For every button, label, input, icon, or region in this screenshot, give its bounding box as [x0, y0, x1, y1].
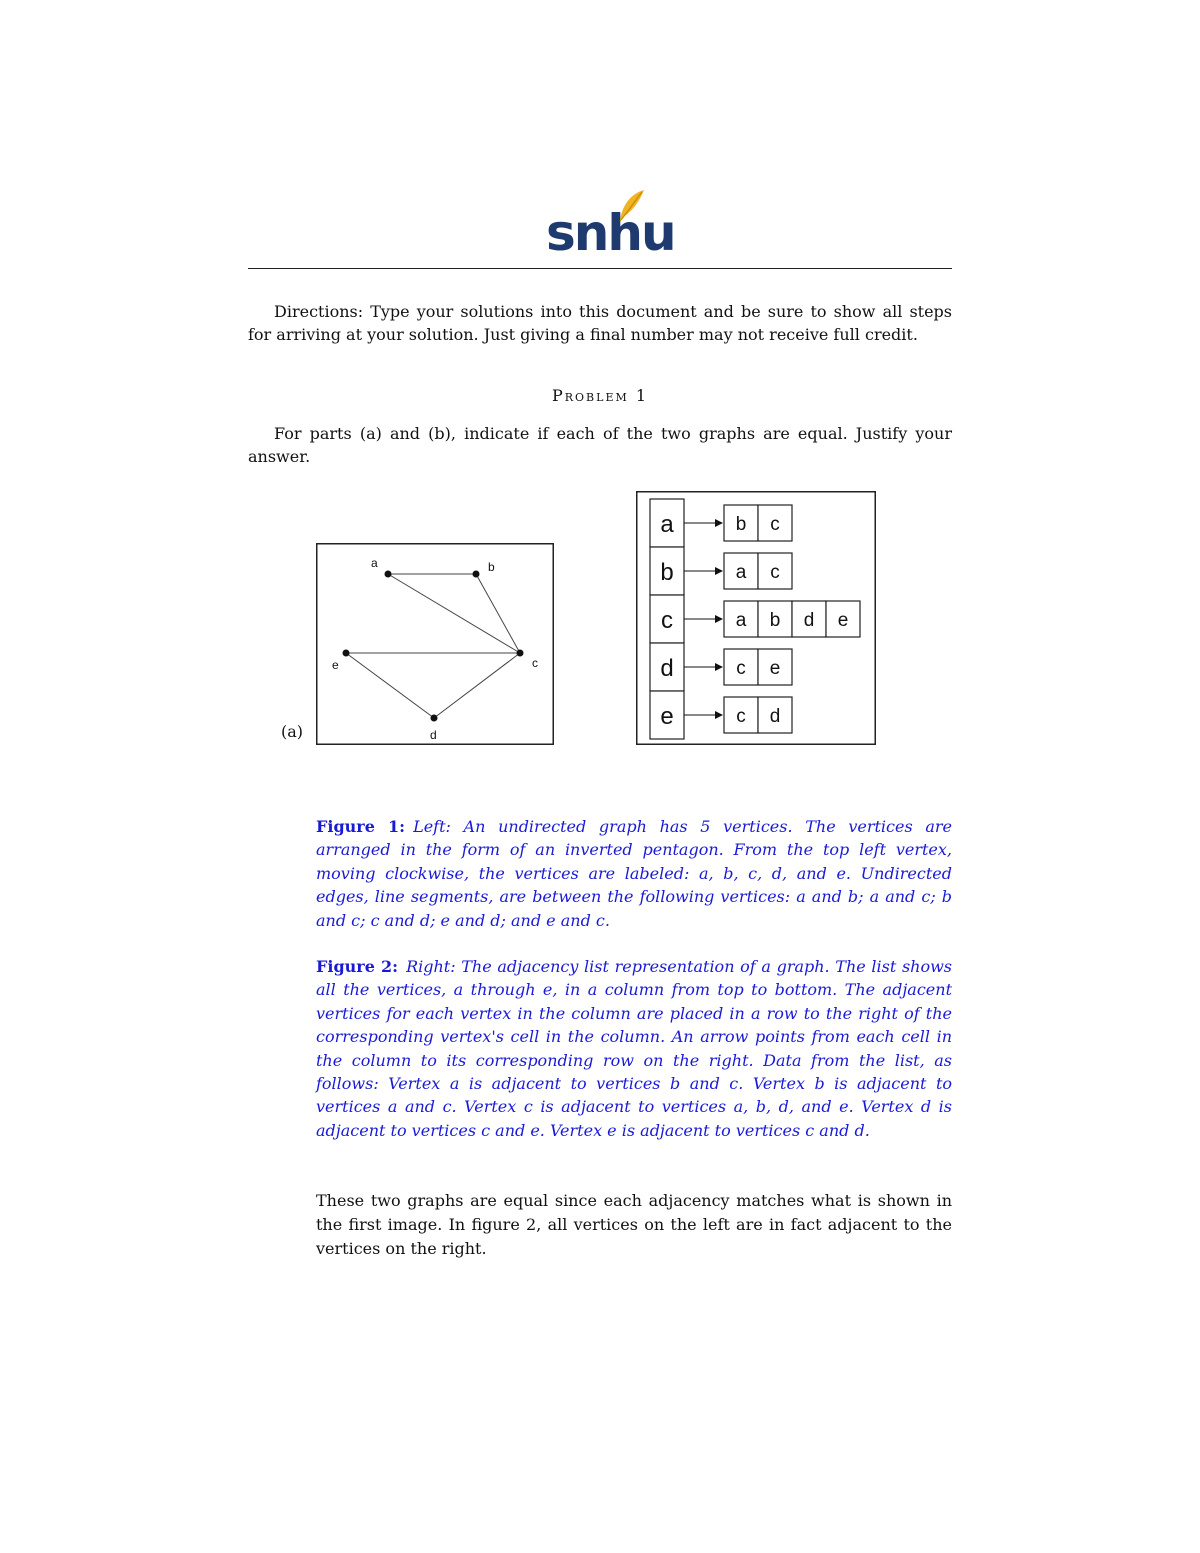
graph-edge-a-c	[388, 574, 520, 653]
adj-neighbor-label-a-c: c	[770, 514, 780, 535]
adj-neighbor-label-c-a: a	[735, 610, 747, 631]
adj-neighbor-label-c-d: d	[803, 610, 815, 631]
adj-neighbor-label-c-e: e	[837, 610, 849, 631]
figure-2-caption	[316, 955, 952, 1142]
graph-vertex-label-a: a	[371, 556, 378, 570]
header-rule	[248, 268, 952, 269]
leaf-icon	[616, 188, 646, 224]
graph-vertex-b	[473, 571, 480, 578]
graph-vertex-c	[517, 650, 524, 657]
problem-title: Problem 1	[551, 386, 648, 405]
undirected-graph	[316, 543, 554, 745]
adjacency-list	[636, 491, 876, 745]
figure-2-text: Right: The adjacency list representation of a graph. The list shows all the vertices, a through e, in a column from top to bottom. The adjacent vertices for each vertex in the column are placed in a row to the right of the corresponding vertex's cell in the column. An arrow points from each cell in the column to its corresponding row on the right. Data from the list, as follows: Vertex a is adjacent to vertices b and c. Vertex b is adjacent to vertices a and c. Vertex c is adjacent to vertices a, b, d, and e. Vertex d is adjacent to vertices c and e. Vertex e is adjacent to vertices c and d.	[316, 957, 953, 1140]
adj-neighbor-label-d-c: c	[736, 658, 746, 679]
adj-vertex-label-b: b	[660, 559, 674, 586]
graph-edge-e-d	[346, 653, 434, 718]
problem-prompt: For parts (a) and (b), indicate if each of the two graphs are equal. Justify your answer.	[248, 424, 952, 466]
adj-vertex-label-a: a	[660, 511, 674, 538]
figure-1-text: Left: An undirected graph has 5 vertices. The vertices are arranged in the form of an inverted pentagon. From the top left vertex, moving clockwise, the vertices are labeled: a, b, c, d, and e. Undirected edges, line segments, are between the following vertices: a and b; a and c; b and c; c and d; e and d; and e and c.	[316, 817, 952, 930]
directions-text: Directions: Type your solutions into this document and be sure to show all steps for arriving at your solution. Just giving a final number may not receive full credit.	[248, 302, 952, 344]
figure-2-label: Figure 2:	[316, 957, 399, 976]
part-label: (a)	[281, 722, 304, 741]
graph-vertex-a	[385, 571, 392, 578]
figure-1-caption	[316, 815, 952, 932]
graph-vertex-d	[431, 715, 438, 722]
adj-neighbor-label-e-c: c	[736, 706, 746, 727]
adj-vertex-label-c: c	[661, 607, 673, 634]
graph-vertex-label-e: e	[332, 658, 339, 672]
adj-neighbor-label-b-c: c	[770, 562, 780, 583]
adj-vertex-label-d: d	[660, 655, 674, 682]
graph-edge-b-c	[476, 574, 520, 653]
graph-edge-c-d	[434, 653, 520, 718]
graph-vertex-label-c: c	[532, 656, 538, 670]
adj-neighbor-label-d-e: e	[769, 658, 781, 679]
snhu-logo	[546, 188, 675, 262]
adj-neighbor-label-b-a: a	[735, 562, 747, 583]
logo-text: snhu	[546, 204, 675, 262]
graph-vertex-e	[343, 650, 350, 657]
graph-vertex-label-d: d	[430, 728, 437, 742]
answer-text: These two graphs are equal since each adjacency matches what is shown in the first image. In figure 2, all vertices on the left are in fact adjacent to the vertices on the right.	[316, 1191, 952, 1258]
figure-1-label: Figure 1:	[316, 817, 406, 836]
adj-vertex-label-e: e	[660, 703, 674, 730]
adj-neighbor-label-c-b: b	[769, 610, 781, 631]
adj-neighbor-label-e-d: d	[769, 706, 781, 727]
graph-vertex-label-b: b	[488, 560, 495, 574]
adj-neighbor-label-a-b: b	[735, 514, 747, 535]
